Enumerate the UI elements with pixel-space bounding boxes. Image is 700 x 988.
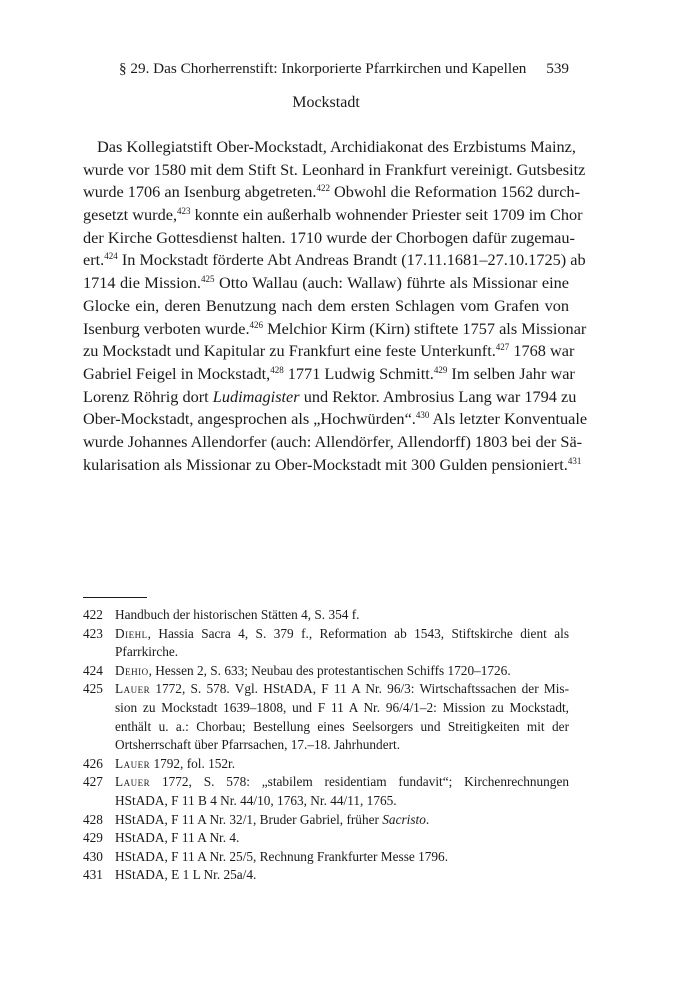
footnote-text: Handbuch der historischen Stätten 4, S. 354 f.: [115, 607, 360, 622]
body-paragraph: [83, 136, 588, 476]
page-content: [83, 60, 588, 476]
footnote-run: 1772, S. 578: „stabilem residentiam fundavit“; Kirchenrechnungen: [150, 774, 569, 790]
footnote-line: [115, 662, 569, 681]
section-title: Mockstadt: [292, 94, 360, 111]
italic-term: Sacristo: [382, 811, 426, 827]
footnote-number: 422: [83, 607, 103, 622]
footnote-text: HStADA, F 11 A Nr. 4.: [115, 830, 240, 846]
footnote-425: [83, 680, 569, 754]
text-line: [83, 181, 580, 204]
text-run: Otto Wallau (auch: Wallaw) führte als Missionar eine: [214, 273, 569, 293]
text-run: Lorenz Röhrig dort: [83, 386, 213, 406]
footnote-divider: [83, 597, 147, 598]
text-run: und Rektor. Ambrosius Lang war 1794 zu: [299, 386, 577, 406]
text-line: [83, 408, 588, 431]
footnote-line: [115, 680, 569, 699]
text-line: [83, 204, 583, 227]
footnote-429: [83, 829, 569, 848]
text-run: wurde vor 1580 mit dem Stift St. Leonhard in Frankfurt vereinigt. Gutsbesitz: [83, 159, 586, 179]
text-line: [83, 227, 575, 250]
text-line: [83, 318, 587, 341]
text-run: Ober-Mockstadt, angesprochen als „Hochwürden“.: [83, 409, 416, 429]
footnote-run: 1792, fol. 152r.: [150, 755, 236, 771]
text-run: zu Mockstadt und Kapitular zu Frankfurt eine feste Unterkunft.: [83, 341, 496, 361]
footnote-428: [83, 811, 569, 830]
footnote-run: HStADA, F 11 A Nr. 32/1, Bruder Gabriel, früher: [115, 811, 383, 827]
running-header: [83, 60, 569, 84]
footnote-ref[interactable]: 429: [433, 364, 448, 375]
footnote-run: , Hessen 2, S. 633; Neubau des protestantischen Schiffs 1720–1726.: [148, 662, 511, 678]
text-run: Das Kollegiatstift Ober-Mockstadt, Archidiakonat des Erzbistums Mainz,: [97, 137, 576, 156]
text-run: Melchior Kirm (Kirn) stiftete 1757 als Missionar: [263, 318, 587, 338]
text-run: 1771 Ludwig Schmitt.: [283, 363, 434, 383]
text-run: Obwohl die Reformation 1562 durch-: [329, 182, 580, 202]
footnote-line: [115, 773, 569, 792]
footnotes: [83, 597, 569, 885]
text-run: Im selben Jahr war: [447, 363, 575, 383]
footnote-number: 425: [83, 681, 103, 697]
footnote-number: 430: [83, 848, 103, 864]
text-line: [83, 136, 576, 159]
text-run: der Kirche Gottesdienst halten. 1710 wurde der Chorbogen dafür zugemau-: [83, 227, 575, 247]
footnote-number: 423: [83, 625, 103, 641]
footnote-run: , Hassia Sacra 4, S. 379 f., Reformation ab 1543, Stiftskirche dient als: [147, 625, 569, 641]
footnote-number: 426: [83, 755, 103, 771]
footnote-line: sion zu Mockstadt 1639–1808, und F 11 A Nr. 96/4/1–2: Mission zu Mockstadt,: [115, 699, 569, 715]
text-line: [83, 363, 575, 386]
footnote-text: HStADA, E 1 L Nr. 25a/4.: [115, 867, 257, 883]
footnote-line: [115, 811, 569, 830]
footnote-number: 429: [83, 830, 103, 846]
text-run: In Mockstadt förderte Abt Andreas Brandt (17.11.1681–27.10.1725) ab: [117, 250, 586, 270]
text-run: ert.: [83, 250, 105, 270]
footnote-431: [83, 866, 569, 885]
footnote-426: [83, 755, 569, 774]
footnote-ref[interactable]: 426: [249, 319, 264, 330]
footnote-number: 431: [83, 867, 103, 883]
footnote-line: enthält u. a.: Chorbau; Bestellung eines Seelsorgers und Streitigkeiten mit der: [115, 718, 569, 734]
text-line: [83, 295, 569, 318]
text-line: [83, 249, 586, 272]
text-run: wurde Johannes Allendorfer (auch: Allendörfer, Allendorff) 1803 bei der Sä-: [83, 431, 583, 451]
footnote-number: 424: [83, 662, 103, 678]
text-run: gesetzt wurde,: [83, 205, 178, 225]
footnote-ref[interactable]: 430: [415, 410, 430, 421]
footnote-427: [83, 773, 569, 810]
footnote-ref[interactable]: 424: [104, 251, 118, 262]
text-line: [83, 340, 575, 363]
text-run: kularisation als Missionar zu Ober-Mockstadt mit 300 Gulden pensioniert.: [83, 454, 568, 474]
text-line: [83, 159, 586, 182]
page-number: 539: [546, 60, 569, 77]
text-run: konnte ein außerhalb wohnender Priester seit 1709 im Chor: [190, 205, 583, 225]
text-line: [83, 386, 577, 409]
footnote-number: 428: [83, 811, 103, 827]
author-name: Dehio: [115, 662, 149, 678]
text-run: Isenburg verboten wurde.: [83, 318, 250, 338]
footnote-line: Pfarrkirche.: [115, 644, 179, 660]
footnote-ref[interactable]: 431: [567, 455, 582, 466]
footnote-ref[interactable]: 427: [495, 342, 510, 353]
footnote-422: [83, 606, 569, 625]
text-run: Als letzter Konventuale: [429, 409, 588, 429]
text-line: [83, 431, 583, 454]
footnote-424: [83, 662, 569, 681]
author-name: Lauer: [115, 681, 151, 697]
footnote-number: 427: [83, 774, 103, 790]
text-run: Glocke ein, deren Benutzung nach dem ersten Schlagen vom Grafen von: [83, 295, 569, 315]
footnote-run: 1772, S. 578. Vgl. HStADA, F 11 A Nr. 96/3: Wirtschaftssachen der Mis-: [150, 681, 569, 697]
footnote-line: [115, 755, 569, 774]
footnote-ref[interactable]: 425: [200, 274, 215, 285]
footnote-line: [115, 625, 569, 644]
footnote-ref[interactable]: 423: [177, 206, 191, 217]
text-run: 1768 war: [509, 341, 575, 361]
footnote-ref[interactable]: 422: [316, 183, 330, 194]
text-run: wurde 1706 an Isenburg abgetreten.: [83, 182, 317, 202]
footnote-text: HStADA, F 11 A Nr. 25/5, Rechnung Frankfurter Messe 1796.: [115, 848, 449, 864]
author-name: Lauer: [115, 774, 151, 790]
footnote-ref[interactable]: 428: [270, 364, 284, 375]
footnote-423: [83, 625, 569, 662]
italic-term: Ludimagister: [212, 386, 300, 406]
text-run: 1714 die Mission.: [83, 273, 201, 293]
text-run: Gabriel Feigel in Mockstadt,: [83, 363, 271, 383]
footnote-line: Ortsherrschaft über Pfarrsachen, 17.–18. Jahrhundert.: [115, 737, 401, 753]
footnote-run: .: [425, 811, 430, 827]
text-line: [83, 454, 582, 477]
text-line: [83, 272, 569, 295]
running-title: § 29. Das Chorherrenstift: Inkorporierte Pfarrkirchen und Kapellen: [119, 60, 527, 77]
footnote-430: [83, 848, 569, 867]
author-name: Lauer: [115, 755, 151, 771]
footnote-line: HStADA, F 11 B 4 Nr. 44/10, 1763, Nr. 44/11, 1765.: [115, 792, 397, 808]
author-name: Diehl: [115, 625, 148, 641]
